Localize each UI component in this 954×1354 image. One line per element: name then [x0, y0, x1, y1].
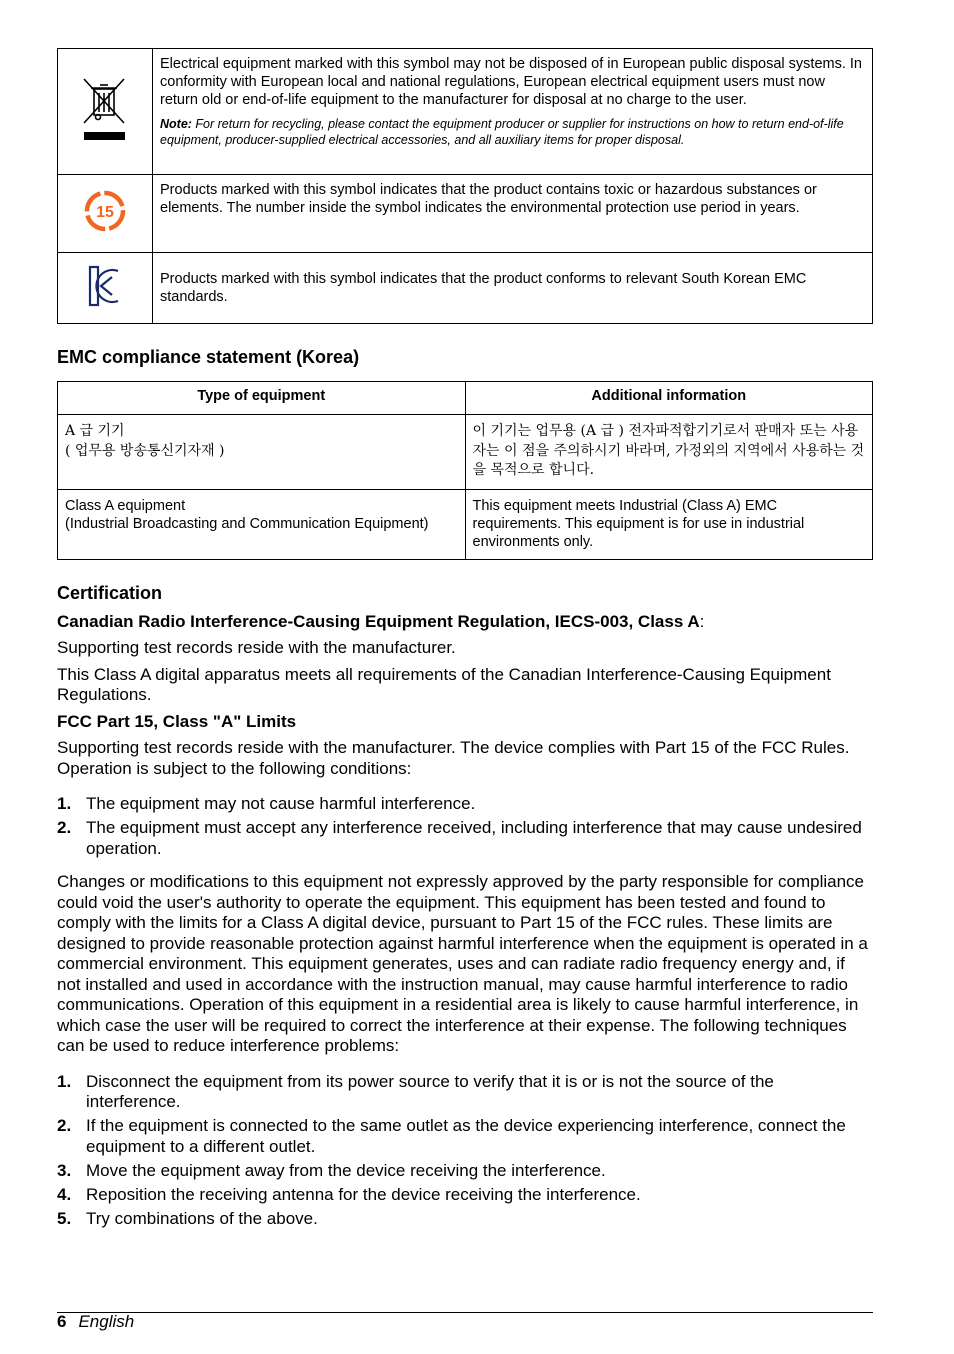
weee-icon-cell	[58, 49, 153, 175]
list-item: 1. Disconnect the equipment from its power source to verify that it is or is not the source of the interference.	[57, 1071, 774, 1111]
canada-heading-text: Canadian Radio Interference-Causing Equipment Regulation, IECS-003, Class A	[57, 611, 700, 631]
weee-text: Electrical equipment marked with this symbol may not be disposed of in European public disposal systems. In conformity with European local and national regulations, European electrical equipment users must now return old or end-of-life equipment to the manufacturer for disposal at no charge to the user.	[160, 56, 862, 108]
list-item: 5. Try combinations of the above.	[57, 1208, 318, 1228]
weee-note	[160, 116, 864, 148]
emc-row-english	[58, 489, 873, 559]
emc-row-korean	[58, 415, 873, 490]
footer-language: English	[78, 1312, 135, 1331]
symbol-row-kc	[58, 253, 873, 324]
fcc-conditions-list	[57, 794, 873, 859]
page-footer	[57, 1312, 134, 1332]
footer-divider	[57, 1312, 873, 1313]
certification-title: Certification	[57, 582, 163, 603]
fcc-techniques-list	[57, 1072, 873, 1230]
emc-cell-type-kr: A 급 기기 ( 업무용 방송통신기자재 )	[58, 415, 466, 490]
emc-cell-type-en: Class A equipment (Industrial Broadcasting and Communication Equipment)	[58, 489, 466, 559]
list-item: 2. The equipment must accept any interference received, including interference that may cause undesired operation.	[57, 818, 862, 858]
page-number: 6	[57, 1312, 67, 1331]
list-item: 4. Reposition the receiving antenna for the device receiving the interference.	[57, 1184, 641, 1204]
list-item: 1. The equipment may not cause harmful interference.	[57, 794, 476, 813]
epup-number: 15	[96, 204, 114, 221]
emc-header-row	[58, 382, 873, 415]
symbols-table	[57, 48, 873, 324]
kc-text: Products marked with this symbol indicates that the product conforms to relevant South Korean EMC standards.	[160, 271, 807, 305]
weee-description	[153, 49, 873, 175]
list-item: 3. Move the equipment away from the device receiving the interference.	[57, 1160, 606, 1180]
fcc-paragraph-2: Changes or modifications to this equipment not expressly approved by the party responsible for compliance could void the user's authority to operate the equipment. This equipment has been tested and found to comply with the limits for a Class A digital device, pursuant to Part 15 of the FCC rules. These limits are designed to provide reasonable protection against harmful interference when the equipment is operated in a commercial environment. This equipment generates, uses and can radiate radio frequency energy and, if not installed and used in accordance with the instruction manual, may cause harmful interference to radio communications. Operation of this equipment in a residential area is likely to cause harmful interference, in which case the user will be required to correct the interference at their expense. The following techniques can be used to reduce interference problems:	[57, 872, 868, 1055]
epup-text: Products marked with this symbol indicates that the product contains toxic or hazardous substances or elements. The number inside the symbol indicates the environmental protection use period in years.	[160, 182, 817, 216]
kc-description	[153, 253, 873, 324]
emc-cell-info-en: This equipment meets Industrial (Class A) EMC requirements. This equipment is for use in industrial environments only.	[465, 489, 873, 559]
canada-paragraph-1: Supporting test records reside with the manufacturer.	[57, 638, 456, 657]
crossed-out-wheelie-bin-icon	[80, 75, 130, 143]
fcc-paragraph-1: Supporting test records reside with the manufacturer. The device complies with Part 15 of the FCC Rules. Operation is subject to the following conditions:	[57, 738, 850, 778]
fcc-heading: FCC Part 15, Class "A" Limits	[57, 711, 297, 731]
note-text: For return for recycling, please contact the equipment producer or supplier for instructions on how to return end-of-life equipment, producer-supplied electrical accessories, and all auxiliary items for proper disposal.	[160, 117, 844, 147]
emc-table	[57, 381, 873, 560]
list-item: 2. If the equipment is connected to the same outlet as the device experiencing interference, connect the equipment to a different outlet.	[57, 1116, 846, 1156]
kc-mark-icon	[88, 265, 122, 307]
epup-description	[153, 175, 873, 253]
emc-header-info: Additional information	[465, 382, 873, 415]
canada-heading	[57, 612, 873, 633]
epup-icon-cell	[58, 175, 153, 253]
canada-paragraph-2: This Class A digital apparatus meets all requirements of the Canadian Interference-Causing Equipment Regulations.	[57, 664, 831, 704]
emc-section-title: EMC compliance statement (Korea)	[57, 347, 360, 367]
emc-header-type: Type of equipment	[58, 382, 466, 415]
emc-cell-info-kr: 이 기기는 업무용 (A 급 ) 전자파적합기기로서 판매자 또는 사용자는 이 점을 주의하시기 바라며, 가정외의 지역에서 사용하는 것을 목적으로 합니다.	[465, 415, 873, 490]
note-label: Note:	[160, 117, 192, 131]
symbol-row-weee	[58, 49, 873, 175]
canada-heading-colon: :	[699, 611, 705, 631]
kc-icon-cell	[58, 253, 153, 324]
environmental-protection-use-period-icon	[82, 188, 128, 234]
symbol-row-epup	[58, 175, 873, 253]
document-page	[57, 48, 873, 1233]
